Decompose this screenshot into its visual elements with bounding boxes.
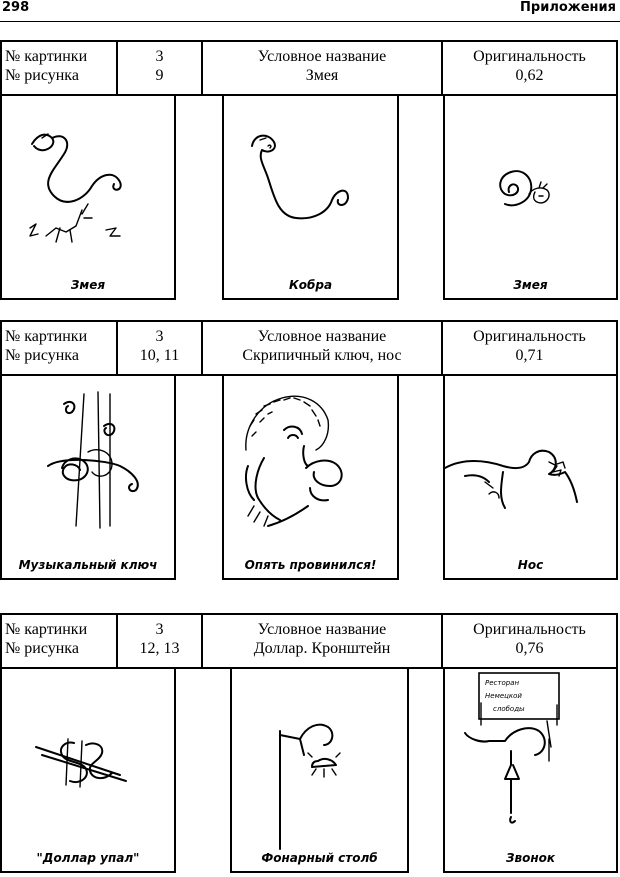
originality-cell: [443, 42, 616, 94]
picture-no-value: 3: [155, 48, 164, 65]
originality-cell: [443, 322, 616, 374]
drawing-frame: [443, 374, 618, 580]
picture-no-label: № картинки: [5, 328, 88, 345]
drawing-frame: [230, 667, 409, 873]
label-cell: [2, 42, 118, 94]
originality-value: 0,71: [515, 347, 544, 364]
number-cell: [118, 322, 203, 374]
running-title: Приложения: [520, 0, 616, 15]
drawing-frame: [0, 374, 176, 580]
nose-drawing: [445, 376, 616, 578]
drawing-frame: [443, 667, 618, 873]
title-label: Условное название: [257, 621, 387, 638]
title-label: Условное название: [257, 48, 387, 65]
title-value: Змея: [305, 67, 339, 84]
drawing-frame: [0, 667, 176, 873]
sign-line: слободы: [493, 705, 525, 713]
drawing-no-label: № рисунка: [5, 67, 79, 84]
lamp-post-drawing: [232, 669, 407, 871]
snake-drawing: [2, 96, 174, 298]
sign-line: Немецкой: [485, 692, 522, 700]
drawing-frame: [0, 94, 176, 300]
drawing-caption: Змея: [70, 278, 106, 292]
info-table: [0, 320, 618, 376]
drawing-no-value: 10, 11: [139, 347, 180, 364]
drawing-no-value: 9: [155, 67, 164, 84]
drawing-frame: [443, 94, 618, 300]
info-table: [0, 40, 618, 96]
drawing-caption: Нос: [517, 558, 544, 572]
originality-cell: [443, 615, 616, 667]
doorbell-drawing: [445, 669, 616, 871]
drawing-no-value: 12, 13: [139, 640, 180, 657]
originality-value: 0,62: [515, 67, 544, 84]
spiral-snake-drawing: [445, 96, 616, 298]
drawing-caption: Опять провинился!: [244, 558, 377, 572]
treble-clef-drawing: [2, 376, 174, 578]
drawing-caption: Фонарный столб: [261, 851, 378, 865]
title-value: Скрипичный ключ, нос: [242, 347, 402, 364]
originality-label: Оригинальность: [473, 48, 586, 65]
page-number: 298: [2, 0, 30, 15]
info-table: [0, 613, 618, 669]
guilty-face-drawing: [224, 376, 397, 578]
drawing-frame: [222, 374, 399, 580]
sign-line: Ресторан: [485, 679, 520, 687]
page-header: [0, 0, 620, 20]
number-cell: [118, 615, 203, 667]
title-cell: [203, 322, 443, 374]
drawing-no-label: № рисунка: [5, 640, 79, 657]
picture-no-value: 3: [155, 328, 164, 345]
drawing-caption: Звонок: [505, 851, 556, 865]
title-cell: [203, 42, 443, 94]
drawing-no-label: № рисунка: [5, 347, 79, 364]
label-cell: [2, 615, 118, 667]
number-cell: [118, 42, 203, 94]
picture-no-label: № картинки: [5, 48, 88, 65]
drawing-caption: Змея: [513, 278, 548, 292]
header-rule: [0, 21, 620, 22]
drawing-caption: Музыкальный ключ: [18, 558, 158, 572]
picture-no-label: № картинки: [5, 621, 88, 638]
drawing-caption: Кобра: [288, 278, 333, 292]
drawing-frame: [222, 94, 399, 300]
picture-no-value: 3: [155, 621, 164, 638]
originality-value: 0,76: [515, 640, 544, 657]
originality-label: Оригинальность: [473, 328, 586, 345]
title-value: Доллар. Кронштейн: [253, 640, 391, 657]
dollar-drawing: [2, 669, 174, 871]
label-cell: [2, 322, 118, 374]
cobra-drawing: [224, 96, 397, 298]
drawing-caption: "Доллар упал": [36, 851, 140, 865]
title-cell: [203, 615, 443, 667]
title-label: Условное название: [257, 328, 387, 345]
originality-label: Оригинальность: [473, 621, 586, 638]
